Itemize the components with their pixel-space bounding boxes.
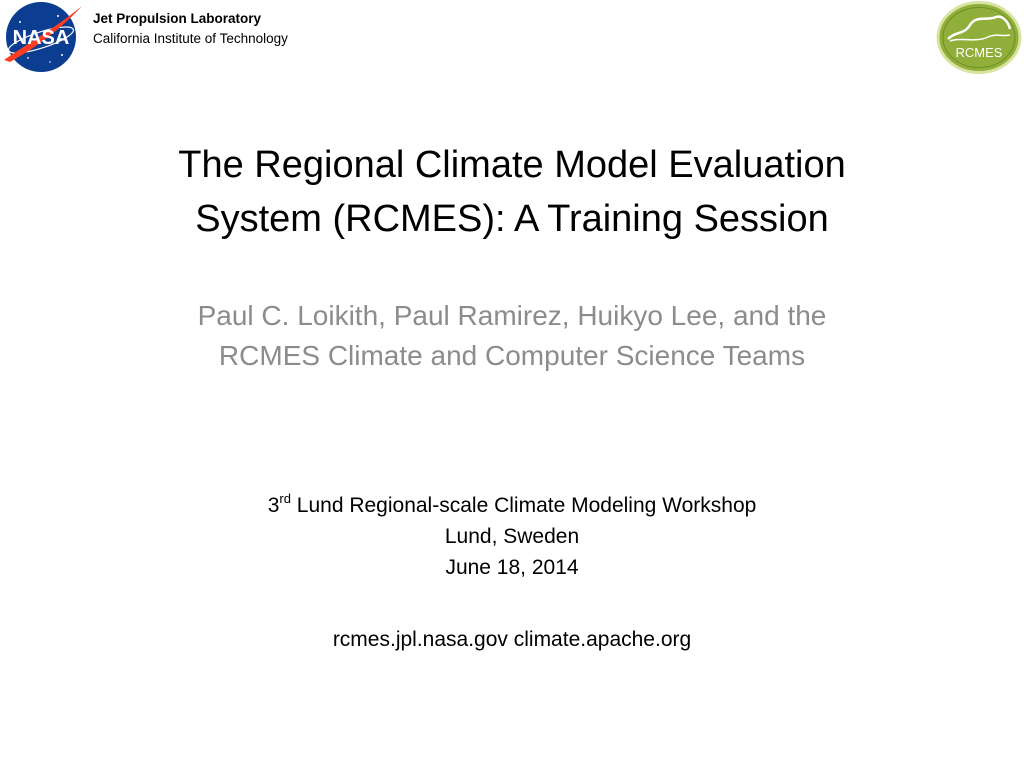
authors [0, 296, 1024, 376]
org-affiliation: California Institute of Technology [93, 31, 288, 46]
slide-title [0, 138, 1024, 246]
event-number: 3 [267, 494, 280, 517]
event-date: June 18, 2014 [445, 556, 579, 579]
title-line-2: System (RCMES): A Training Session [195, 198, 829, 240]
links-line [0, 625, 1024, 655]
event-info [0, 490, 1024, 583]
rcmes-logo-text: RCMES [955, 45, 1003, 60]
org-name: Jet Propulsion Laboratory [93, 11, 262, 26]
organization-block [93, 9, 288, 49]
event-ordinal-suffix: rd [279, 491, 291, 506]
event-name-line [0, 490, 1024, 521]
rcmes-logo [936, 1, 1022, 74]
event-name: Lund Regional-scale Climate Modeling Workshop [296, 494, 757, 517]
title-line-1: The Regional Climate Model Evaluation [178, 144, 846, 186]
authors-line-1: Paul C. Loikith, Paul Ramirez, Huikyo Lee, and the [197, 300, 827, 331]
link-rcmes[interactable]: rcmes.jpl.nasa.gov [332, 628, 508, 651]
authors-line-2: RCMES Climate and Computer Science Teams [218, 340, 806, 371]
nasa-logo-text: NASA [12, 27, 70, 49]
nasa-logo [0, 0, 84, 76]
link-climate-apache[interactable]: climate.apache.org [513, 628, 692, 651]
event-location: Lund, Sweden [444, 525, 580, 548]
